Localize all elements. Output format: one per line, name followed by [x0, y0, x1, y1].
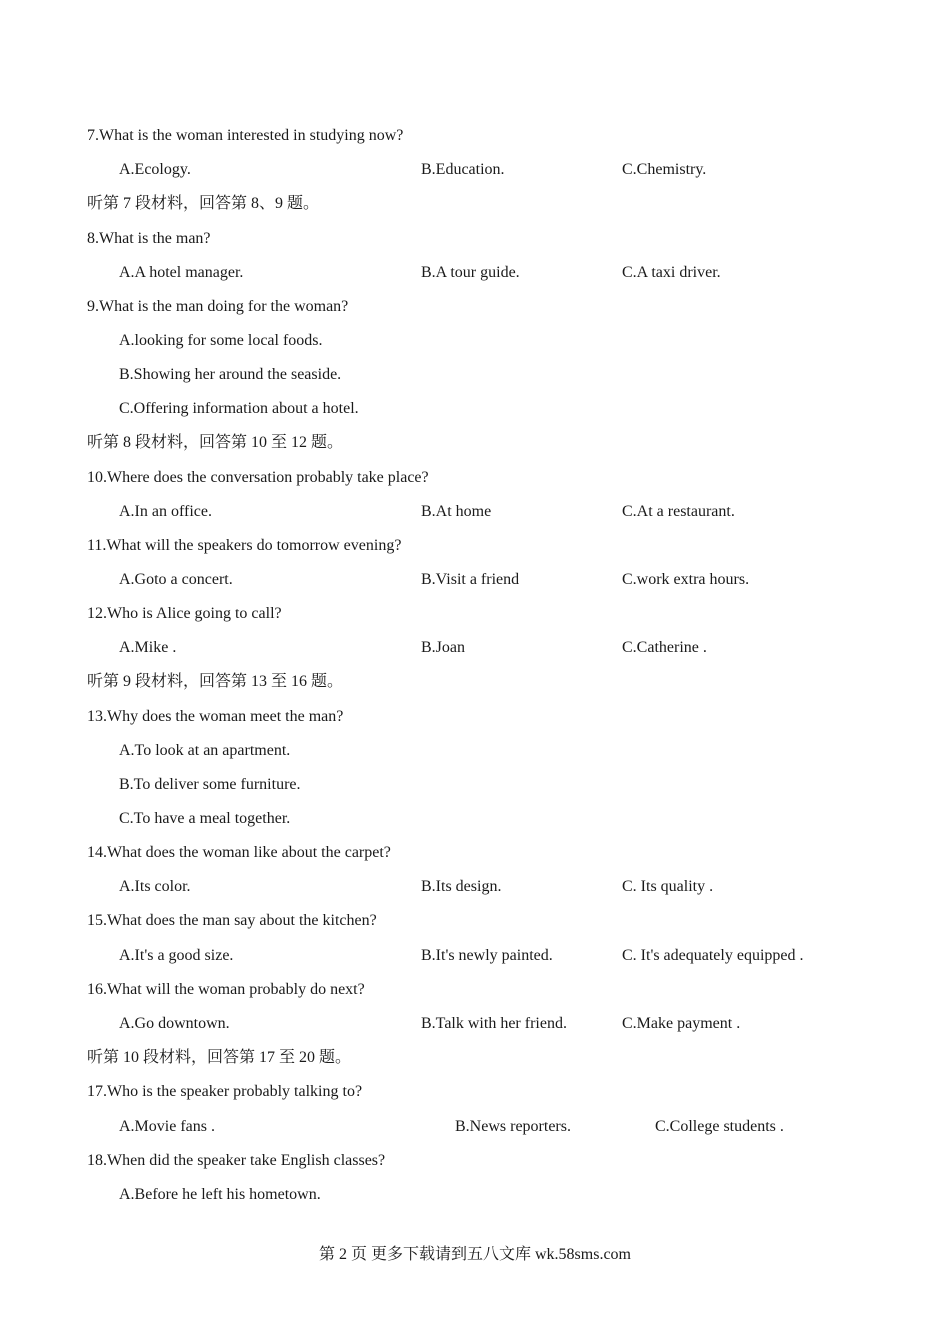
q11-option-a: A.Goto a concert.	[119, 571, 233, 588]
q8-option-b: B.A tour guide.	[421, 264, 520, 281]
q12-option-a: A.Mike .	[119, 639, 177, 656]
section-heading-8: 听第 8 段材料，回答第 10 至 12 题。	[87, 434, 344, 451]
q12-option-b: B.Joan	[421, 639, 465, 656]
q7-option-b: B.Education.	[421, 161, 505, 178]
q16-option-c: C.Make payment .	[622, 1015, 741, 1032]
q7-option-a: A.Ecology.	[119, 161, 191, 178]
q15-option-b: B.It's newly painted.	[421, 947, 553, 964]
q17-option-b: B.News reporters.	[455, 1118, 571, 1135]
section-heading-9: 听第 9 段材料，回答第 13 至 16 题。	[87, 673, 344, 690]
q10-option-c: C.At a restaurant.	[622, 503, 735, 520]
q11-option-c: C.work extra hours.	[622, 571, 750, 588]
question-11: 11.What will the speakers do tomorrow evening?	[87, 537, 402, 554]
question-15: 15.What does the man say about the kitchen?	[87, 912, 377, 929]
question-16: 16.What will the woman probably do next?	[87, 981, 365, 998]
question-9: 9.What is the man doing for the woman?	[87, 298, 349, 315]
q11-option-b: B.Visit a friend	[421, 571, 520, 588]
question-17: 17.Who is the speaker probably talking to?	[87, 1083, 363, 1100]
q10-option-b: B.At home	[421, 503, 492, 520]
q13-option-a: A.To look at an apartment.	[119, 742, 291, 759]
q15-option-c: C. It's adequately equipped .	[622, 947, 804, 964]
q8-option-a: A.A hotel manager.	[119, 264, 244, 281]
q8-option-c: C.A taxi driver.	[622, 264, 721, 281]
q18-option-a: A.Before he left his hometown.	[119, 1186, 321, 1203]
q12-option-c: C.Catherine .	[622, 639, 707, 656]
q16-option-a: A.Go downtown.	[119, 1015, 230, 1032]
q14-option-c: C. Its quality .	[622, 878, 714, 895]
q13-option-c: C.To have a meal together.	[119, 810, 291, 827]
q17-option-a: A.Movie fans .	[119, 1118, 215, 1135]
q14-option-b: B.Its design.	[421, 878, 502, 895]
question-8: 8.What is the man?	[87, 230, 211, 247]
q17-option-c: C.College students .	[655, 1118, 784, 1135]
question-12: 12.Who is Alice going to call?	[87, 605, 282, 622]
section-heading-10: 听第 10 段材料，回答第 17 至 20 题。	[87, 1049, 352, 1066]
q10-option-a: A.In an office.	[119, 503, 212, 520]
question-13: 13.Why does the woman meet the man?	[87, 708, 344, 725]
question-18: 18.When did the speaker take English classes?	[87, 1152, 386, 1169]
question-14: 14.What does the woman like about the carpet?	[87, 844, 391, 861]
q16-option-b: B.Talk with her friend.	[421, 1015, 567, 1032]
q9-option-a: A.looking for some local foods.	[119, 332, 323, 349]
page-footer: 第 2 页 更多下载请到五八文库 wk.58sms.com	[318, 1246, 631, 1263]
q9-option-c: C.Offering information about a hotel.	[119, 400, 359, 417]
q13-option-b: B.To deliver some furniture.	[119, 776, 301, 793]
q7-option-c: C.Chemistry.	[622, 161, 707, 178]
q15-option-a: A.It's a good size.	[119, 947, 234, 964]
question-10: 10.Where does the conversation probably take place?	[87, 469, 429, 486]
q9-option-b: B.Showing her around the seaside.	[119, 366, 342, 383]
question-7: 7.What is the woman interested in studying now?	[87, 127, 404, 144]
q14-option-a: A.Its color.	[119, 878, 191, 895]
section-heading-7: 听第 7 段材料，回答第 8、9 题。	[87, 195, 320, 212]
